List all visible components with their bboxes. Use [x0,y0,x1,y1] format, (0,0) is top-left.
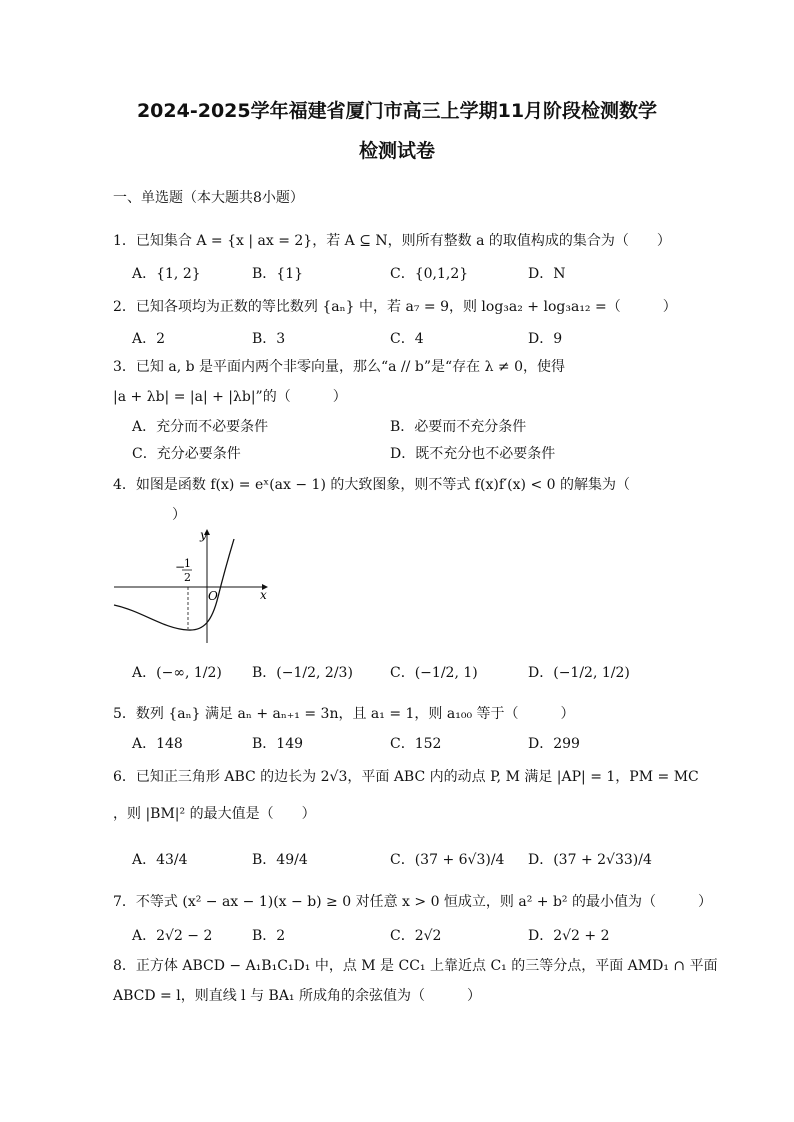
option-d: D．299 [528,736,580,752]
option-b-expr: (−1/2, 2/3) [276,665,353,681]
question-3-line-2: |a + λb| = |a| + |λb|”的（ ） [113,389,347,405]
option-d: D．9 [528,331,563,347]
tick-minus: − [175,560,186,574]
question-3-line-1: 3．已知 a, b 是平面内两个非零向量，那么“a // b”是“存在 λ ≠ 0，使得 [113,359,565,375]
option-c: C．2√2 [390,928,442,944]
page-title: 2024-2025学年福建省厦门市高三上学期11月阶段检测数学 [136,100,658,122]
option-a: A．(−∞, 1/2) [132,665,222,681]
question-4-line-1: 4．如图是函数 f(x) = eˣ(ax − 1) 的大致图象，则不等式 f(x)f′(x) < 0 的解集为（ [113,477,630,493]
function-curve [114,539,234,630]
option-a: A．充分而不必要条件 [132,419,269,435]
option-c-expr: (−1/2, 1) [414,665,478,681]
option-c: C．(−1/2, 1) [390,665,478,681]
question-8-line-2: ABCD = l，则直线 l 与 BA₁ 所成角的余弦值为（ ） [113,988,481,1004]
tick-denominator: 2 [184,571,191,584]
option-c: C．152 [390,736,442,752]
option-d: D．既不充分也不必要条件 [390,446,556,462]
section-heading: 一、单选题（本大题共8小题） [113,190,304,206]
option-b: B．49/4 [252,852,308,868]
option-b: B．必要而不充分条件 [390,419,527,435]
option-c: C．充分必要条件 [132,446,241,462]
option-b: B．149 [252,736,304,752]
option-b: B．2 [252,928,286,944]
function-graph [112,525,272,645]
option-c: C．{0,1,2} [390,266,469,282]
question-5: 5．数列 {aₙ} 满足 aₙ + aₙ₊₁ = 3n，且 a₁ = 1，则 a₁₀₀ 等于（ ） [113,706,575,722]
option-c: C．4 [390,331,424,347]
option-b: B．{1} [252,266,304,282]
option-a-expr: (−∞, 1/2) [156,665,222,681]
option-b: B．3 [252,331,286,347]
option-c: C．(37 + 6√3)/4 [390,852,505,868]
question-6-line-2: ，则 |BM|² 的最大值是（ ） [113,806,316,822]
question-1: 1．已知集合 A = {x | ax = 2}，若 A ⊆ N，则所有整数 a 的取值构成的集合为（ ） [113,233,671,249]
option-a: A．{1, 2} [132,266,201,282]
question-2: 2．已知各项均为正数的等比数列 {aₙ} 中，若 a₇ = 9，则 log₃a₂ + log₃a₁₂ =（ ） [113,299,677,315]
option-a: A．2 [132,331,166,347]
x-label: x [260,588,267,602]
y-label: y [200,528,207,542]
question-7: 7．不等式 (x² − ax − 1)(x − b) ≥ 0 对任意 x > 0 恒成立，则 a² + b² 的最小值为（ ） [113,894,712,910]
option-d: D．N [528,266,566,282]
question-6-line-1: 6．已知正三角形 ABC 的边长为 2√3，平面 ABC 内的动点 P, M 满足 |AP| = 1，PM = MC [113,769,699,785]
option-d: D．(37 + 2√33)/4 [528,852,652,868]
option-a: A．148 [132,736,183,752]
option-d-expr: (−1/2, 1/2) [553,665,630,681]
origin-label: O [208,589,218,603]
page-subtitle: 检测试卷 [358,140,435,162]
option-a: A．2√2 − 2 [132,928,213,944]
question-8-line-1: 8．正方体 ABCD − A₁B₁C₁D₁ 中，点 M 是 CC₁ 上靠近点 C₁ 的三等分点，平面 AMD₁ ∩ 平面 [113,958,718,974]
question-4-line-2: ） [172,507,186,523]
tick-numerator: 1 [184,557,191,570]
option-b: B．(−1/2, 2/3) [252,665,353,681]
option-a: A．43/4 [132,852,188,868]
option-d: D．(−1/2, 1/2) [528,665,630,681]
option-d: D．2√2 + 2 [528,928,610,944]
